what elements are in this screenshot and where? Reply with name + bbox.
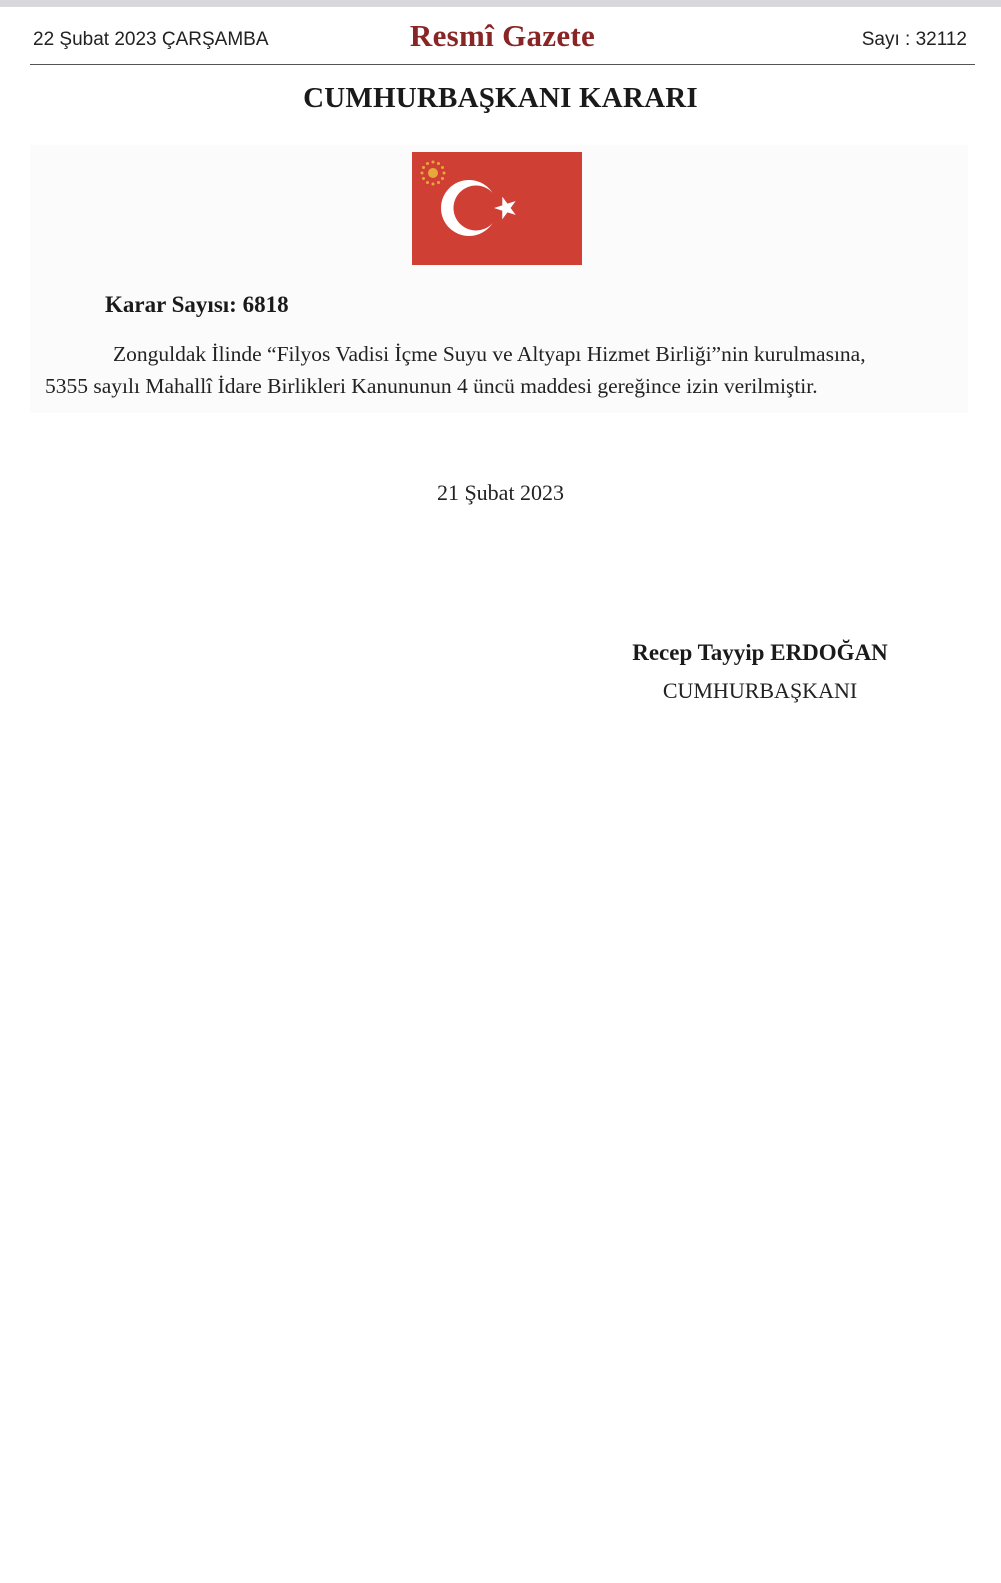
decision-body [45,338,950,402]
signatory-title: CUMHURBAŞKANI [662,678,858,703]
header-date: 22 Şubat 2023 ÇARŞAMBA [33,29,269,50]
decision-body-line-2: 5355 sayılı Mahallî İdare Birlikleri Kanununun 4 üncü maddesi gereğince izin verilmiştir. [45,374,818,398]
turkish-presidential-flag-icon [412,152,582,265]
issue-number: Sayı : 32112 [861,29,967,50]
top-strip [0,0,1001,7]
signatory-block [560,637,960,707]
decision-heading: CUMHURBAŞKANI KARARI [303,82,698,114]
decision-body-line-1: Zonguldak İlinde “Filyos Vadisi İçme Suyu ve Altyapı Hizmet Birliği”nin kurulmasına, [113,342,866,366]
gazette-title: Resmî Gazete [409,18,596,53]
gazette-header [30,18,975,65]
signing-date: 21 Şubat 2023 [436,480,565,505]
decision-number: Karar Sayısı: 6818 [105,292,289,317]
signatory-name: Recep Tayyip ERDOĞAN [632,640,888,665]
